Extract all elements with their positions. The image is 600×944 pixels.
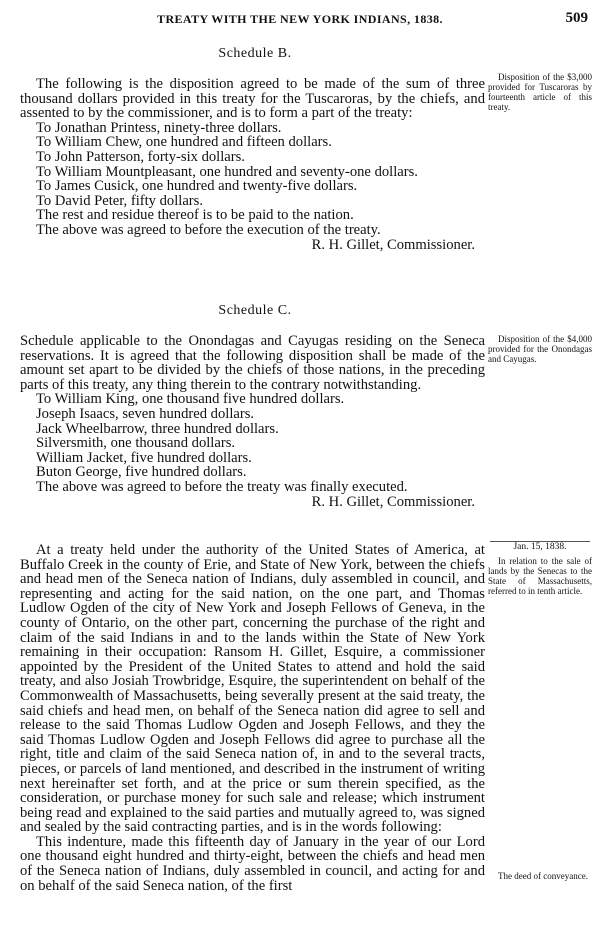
schedule-c-title: Schedule C. (218, 303, 292, 318)
schedule-b-title: Schedule B. (218, 46, 292, 61)
schedule-b-signature: R. H. Gillet, Commissioner. (311, 236, 475, 253)
schedule-c-line: William Jacket, five hundred dollars. (36, 449, 252, 466)
schedule-b-line: To William Mountpleasant, one hundred and seventy-one dollars. (36, 163, 418, 180)
margin-date: Jan. 15, 1838. (513, 542, 567, 552)
schedule-b-body (20, 77, 485, 252)
schedule-c-line: Jack Wheelbarrow, three hundred dollars. (36, 420, 279, 437)
schedule-b-line: To James Cusick, one hundred and twenty-five dollars. (36, 178, 358, 195)
treaty-paragraph: At a treaty held under the authority of the United States of America, at Buffalo Creek in the county of Erie, and State of New York, between the chiefs and head men of the Seneca nation of Indians, duly assembled in council, and representing and acting for the said nation, on the one part, and Thomas Ludlow Ogden of the city of New York and Joseph Fellows of Geneva, in the county of Ontario, on the other part, concerning the purchase of the right and claim of the said Indians in and to the lands within the State of New York remaining in their occupation: Ransom H. Gillet, Esquire, a commissioner appointed by the President of the United States to attend and hold the said treaty, and also Josiah Trowbridge, Esquire, the superintendent on behalf of the Commonwealth of Massachusetts, being severally present at the said treaty, the said chiefs and head men, on behalf of the Seneca nation did agree to sell and release to the said Thomas Ludlow Ogden and Joseph Fellows, and they the said Thomas Ludlow Ogden and Joseph Fellows did agree to purchase all the right, title and claim of the said Seneca nation of, in and to the several tracts, pieces, or parcels of land mentioned, and described in the instrument of writing next hereinafter set forth, and at the price or sum therein specified, as the consideration, or purchase money for such sale and release; which instrument being read and explained to the said parties and mutually agreed to, was signed and sealed by the said contracting parties, and is in the words following: (20, 542, 485, 836)
deed-margin-note: The deed of conveyance. (498, 871, 588, 881)
schedule-c-line: Buton George, five hundred dollars. (36, 464, 247, 481)
page-number: 509 (565, 10, 588, 26)
schedule-b-intro: The following is the disposition agreed to be made of the sum of three thousand dollars provided in this treaty for the Tuscaroras, by the chiefs, and assented to by the commissioner, and is to form a part of the treaty: (20, 76, 485, 122)
schedule-b-line: To John Patterson, forty-six dollars. (36, 148, 245, 165)
schedule-b-line: To William Chew, one hundred and fifteen dollars. (36, 134, 332, 151)
schedule-c-line: Joseph Isaacs, seven hundred dollars. (36, 405, 255, 422)
treaty-margin-note: In relation to the sale of lands by the Senecas to the State of Massachusetts, referred to in tenth article. (488, 556, 592, 596)
schedule-c-line: The above was agreed to before the treaty was finally executed. (36, 478, 408, 495)
treaty-body (20, 543, 485, 893)
running-head: TREATY WITH THE NEW YORK INDIANS, 1838. (157, 12, 443, 26)
schedule-c-signature: R. H. Gillet, Commissioner. (311, 493, 475, 510)
schedule-c-line: To William King, one thousand five hundred dollars. (36, 391, 345, 408)
schedule-c-intro: Schedule applicable to the Onondagas and Cayugas residing on the Seneca reservations. It is agreed that the following disposition shall be made of the amount set apart to be divided by the chiefs of those nations, in the preceding parts of this treaty, any thing therein to the contrary notwithstanding. (20, 333, 485, 393)
indenture-paragraph: This indenture, made this fifteenth day of January in the year of our Lord one thousand eight hundred and thirty-eight, between the chiefs and head men of the Seneca nation of Indians, duly assembled in council, and acting for and on behalf of the said Seneca nation, of the first (20, 833, 485, 894)
schedule-c-line: Silversmith, one thousand dollars. (36, 435, 236, 452)
schedule-b-margin-note: Disposition of the $3,000 provided for Tuscaroras by fourteenth article of this treaty. (488, 72, 592, 112)
schedule-c-margin-note: Disposition of the $4,000 provided for the Onondagas and Cayugas. (488, 334, 592, 364)
schedule-b-line: To Jonathan Printess, ninety-three dollars. (36, 119, 282, 136)
schedule-b-line: To David Peter, fifty dollars. (36, 192, 203, 209)
schedule-b-line: The rest and residue thereof is to be paid to the nation. (36, 207, 354, 224)
schedule-c-body (20, 334, 485, 509)
schedule-b-line: The above was agreed to before the execution of the treaty. (36, 221, 381, 238)
